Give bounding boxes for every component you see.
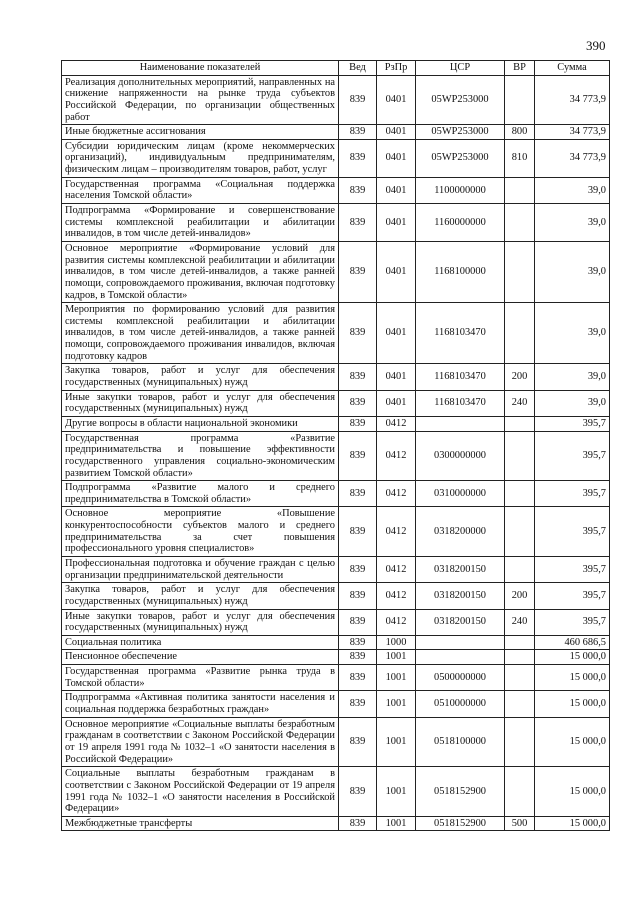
cell-vr: 800 xyxy=(505,125,535,140)
cell-vr: 240 xyxy=(505,609,535,635)
cell-ved: 839 xyxy=(339,609,377,635)
cell-sum: 15 000,0 xyxy=(535,816,610,831)
table-row xyxy=(62,125,610,140)
table-row xyxy=(62,635,610,650)
cell-sum: 15 000,0 xyxy=(535,691,610,717)
cell-rzpr: 0401 xyxy=(377,303,416,364)
table-row xyxy=(62,556,610,582)
cell-ved: 839 xyxy=(339,583,377,609)
table-row xyxy=(62,583,610,609)
cell-vr: 240 xyxy=(505,390,535,416)
cell-csr: 1100000000 xyxy=(416,177,505,203)
cell-vr: 200 xyxy=(505,583,535,609)
cell-vr: 810 xyxy=(505,139,535,177)
cell-rzpr: 1000 xyxy=(377,635,416,650)
cell-rzpr: 0401 xyxy=(377,390,416,416)
cell-sum: 395,7 xyxy=(535,556,610,582)
cell-sum: 39,0 xyxy=(535,390,610,416)
cell-rzpr: 1001 xyxy=(377,650,416,665)
cell-vr xyxy=(505,691,535,717)
cell-vr xyxy=(505,75,535,125)
cell-ved: 839 xyxy=(339,364,377,390)
cell-name: Иные закупки товаров, работ и услуг для обеспечения государственных (муниципальных) нужд xyxy=(62,390,339,416)
cell-name: Государственная программа «Социальная поддержка населения Томской области» xyxy=(62,177,339,203)
cell-csr: 0518152900 xyxy=(416,816,505,831)
cell-rzpr: 0401 xyxy=(377,241,416,302)
cell-vr xyxy=(505,717,535,767)
cell-vr xyxy=(505,767,535,817)
cell-rzpr: 0401 xyxy=(377,139,416,177)
cell-rzpr: 1001 xyxy=(377,665,416,691)
cell-name: Мероприятия по формированию условий для развития системы комплексной реабилитации и абилитации инвалидов, в том числе детей-инвалидов, а также ранней помощи, сопровождаемого проживания инвалидов, включая подготовку кадров xyxy=(62,303,339,364)
table-row xyxy=(62,507,610,557)
cell-vr: 200 xyxy=(505,364,535,390)
cell-sum: 395,7 xyxy=(535,416,610,431)
cell-name: Закупка товаров, работ и услуг для обеспечения государственных (муниципальных) нужд xyxy=(62,583,339,609)
cell-name: Профессиональная подготовка и обучение граждан с целью организации предпринимательской деятельности xyxy=(62,556,339,582)
cell-rzpr: 1001 xyxy=(377,717,416,767)
table-row xyxy=(62,204,610,242)
cell-rzpr: 0401 xyxy=(377,177,416,203)
cell-ved: 839 xyxy=(339,75,377,125)
cell-rzpr: 0401 xyxy=(377,75,416,125)
cell-ved: 839 xyxy=(339,416,377,431)
header-sum: Сумма xyxy=(535,61,610,76)
header-rzpr: РзПр xyxy=(377,61,416,76)
cell-sum: 39,0 xyxy=(535,177,610,203)
cell-rzpr: 0401 xyxy=(377,364,416,390)
cell-csr: 1168100000 xyxy=(416,241,505,302)
cell-rzpr: 0412 xyxy=(377,481,416,507)
cell-csr: 0318200150 xyxy=(416,609,505,635)
table-row xyxy=(62,177,610,203)
cell-csr: 0310000000 xyxy=(416,481,505,507)
cell-sum: 395,7 xyxy=(535,507,610,557)
cell-name: Подпрограмма «Активная политика занятости населения и социальная поддержка безработных граждан» xyxy=(62,691,339,717)
cell-sum: 39,0 xyxy=(535,241,610,302)
cell-rzpr: 0401 xyxy=(377,125,416,140)
cell-csr: 0318200150 xyxy=(416,556,505,582)
cell-sum: 34 773,9 xyxy=(535,139,610,177)
cell-csr: 0500000000 xyxy=(416,665,505,691)
cell-ved: 839 xyxy=(339,507,377,557)
table-row xyxy=(62,139,610,177)
cell-vr xyxy=(505,177,535,203)
cell-sum: 39,0 xyxy=(535,303,610,364)
cell-csr xyxy=(416,416,505,431)
cell-vr: 500 xyxy=(505,816,535,831)
cell-rzpr: 1001 xyxy=(377,691,416,717)
cell-rzpr: 0412 xyxy=(377,609,416,635)
cell-vr xyxy=(505,204,535,242)
budget-table xyxy=(61,60,610,831)
cell-csr xyxy=(416,650,505,665)
cell-name: Государственная программа «Развитие предпринимательства и повышение эффективности государственного управления социально-экономическим развитием Томской области» xyxy=(62,431,339,481)
cell-name: Основное мероприятие «Социальные выплаты безработным гражданам в соответствии с Законом Российской Федерации от 19 апреля 1991 года № 1032–1 «О занятости населения в Российской Федерации» xyxy=(62,717,339,767)
page-number: 390 xyxy=(586,38,606,53)
cell-ved: 839 xyxy=(339,691,377,717)
cell-name: Субсидии юридическим лицам (кроме некоммерческих организаций), индивидуальным предпринимателям, физическим лицам – производителям товаров, работ, услуг xyxy=(62,139,339,177)
table-row xyxy=(62,303,610,364)
cell-vr xyxy=(505,303,535,364)
cell-name: Социальная политика xyxy=(62,635,339,650)
cell-ved: 839 xyxy=(339,556,377,582)
cell-ved: 839 xyxy=(339,767,377,817)
cell-ved: 839 xyxy=(339,125,377,140)
cell-ved: 839 xyxy=(339,635,377,650)
cell-name: Реализация дополнительных мероприятий, направленных на снижение напряженности на рынке труда субъектов Российской Федерации, по организации общественных работ xyxy=(62,75,339,125)
cell-vr xyxy=(505,556,535,582)
cell-vr xyxy=(505,635,535,650)
cell-rzpr: 0401 xyxy=(377,204,416,242)
cell-rzpr: 1001 xyxy=(377,767,416,817)
cell-ved: 839 xyxy=(339,816,377,831)
table-body xyxy=(62,75,610,831)
cell-sum: 15 000,0 xyxy=(535,650,610,665)
cell-vr xyxy=(505,241,535,302)
cell-csr: 0510000000 xyxy=(416,691,505,717)
table-row xyxy=(62,691,610,717)
table-row xyxy=(62,390,610,416)
table-row xyxy=(62,241,610,302)
cell-sum: 34 773,9 xyxy=(535,125,610,140)
table-row xyxy=(62,481,610,507)
cell-sum: 39,0 xyxy=(535,364,610,390)
cell-name: Основное мероприятие «Формирование условий для развития системы комплексной реабилитации и абилитации инвалидов, в том числе детей-инвалидов, а также ранней помощи, сопровождаемого проживания, включая подготовку кадров, в Томской области» xyxy=(62,241,339,302)
cell-csr: 1168103470 xyxy=(416,390,505,416)
cell-sum: 395,7 xyxy=(535,481,610,507)
cell-vr xyxy=(505,665,535,691)
header-csr: ЦСР xyxy=(416,61,505,76)
cell-vr xyxy=(505,507,535,557)
cell-sum: 15 000,0 xyxy=(535,665,610,691)
cell-csr: 1168103470 xyxy=(416,303,505,364)
table-row xyxy=(62,609,610,635)
cell-ved: 839 xyxy=(339,481,377,507)
cell-ved: 839 xyxy=(339,303,377,364)
cell-ved: 839 xyxy=(339,177,377,203)
cell-ved: 839 xyxy=(339,139,377,177)
cell-name: Иные бюджетные ассигнования xyxy=(62,125,339,140)
cell-name: Закупка товаров, работ и услуг для обеспечения государственных (муниципальных) нужд xyxy=(62,364,339,390)
table-row xyxy=(62,816,610,831)
cell-sum: 395,7 xyxy=(535,609,610,635)
cell-ved: 839 xyxy=(339,204,377,242)
table-row xyxy=(62,665,610,691)
cell-csr: 0318200150 xyxy=(416,583,505,609)
cell-csr: 0318200000 xyxy=(416,507,505,557)
header-vr: ВР xyxy=(505,61,535,76)
cell-csr: 05WP253000 xyxy=(416,125,505,140)
cell-ved: 839 xyxy=(339,665,377,691)
cell-rzpr: 0412 xyxy=(377,583,416,609)
cell-name: Социальные выплаты безработным гражданам в соответствии с Законом Российской Федерации от 19 апреля 1991 года № 1032–1 «О занятости населения в Российской Федерации» xyxy=(62,767,339,817)
cell-name: Другие вопросы в области национальной экономики xyxy=(62,416,339,431)
cell-ved: 839 xyxy=(339,241,377,302)
cell-csr: 0300000000 xyxy=(416,431,505,481)
table-row xyxy=(62,767,610,817)
cell-sum: 395,7 xyxy=(535,431,610,481)
cell-rzpr: 0412 xyxy=(377,431,416,481)
cell-name: Пенсионное обеспечение xyxy=(62,650,339,665)
cell-ved: 839 xyxy=(339,390,377,416)
cell-sum: 15 000,0 xyxy=(535,717,610,767)
cell-csr: 1160000000 xyxy=(416,204,505,242)
header-ved: Вед xyxy=(339,61,377,76)
cell-csr: 1168103470 xyxy=(416,364,505,390)
cell-name: Основное мероприятие «Повышение конкурентоспособности субъектов малого и среднего предпринимательства за счет повышения профессионального уровня специалистов» xyxy=(62,507,339,557)
cell-name: Подпрограмма «Развитие малого и среднего предпринимательства в Томской области» xyxy=(62,481,339,507)
header-name: Наименование показателей xyxy=(62,61,339,76)
cell-vr xyxy=(505,416,535,431)
cell-sum: 39,0 xyxy=(535,204,610,242)
cell-name: Межбюджетные трансферты xyxy=(62,816,339,831)
cell-vr xyxy=(505,650,535,665)
cell-sum: 460 686,5 xyxy=(535,635,610,650)
cell-name: Государственная программа «Развитие рынка труда в Томской области» xyxy=(62,665,339,691)
cell-rzpr: 0412 xyxy=(377,416,416,431)
cell-name: Подпрограмма «Формирование и совершенствование системы комплексной реабилитации и абилитации инвалидов, в том числе детей-инвалидов» xyxy=(62,204,339,242)
table-row xyxy=(62,416,610,431)
cell-csr: 0518100000 xyxy=(416,717,505,767)
cell-name: Иные закупки товаров, работ и услуг для обеспечения государственных (муниципальных) нужд xyxy=(62,609,339,635)
cell-rzpr: 0412 xyxy=(377,556,416,582)
table-row xyxy=(62,75,610,125)
cell-ved: 839 xyxy=(339,431,377,481)
table-row xyxy=(62,431,610,481)
table-row xyxy=(62,650,610,665)
table-row xyxy=(62,364,610,390)
cell-sum: 34 773,9 xyxy=(535,75,610,125)
cell-ved: 839 xyxy=(339,717,377,767)
cell-csr xyxy=(416,635,505,650)
cell-vr xyxy=(505,481,535,507)
cell-ved: 839 xyxy=(339,650,377,665)
cell-csr: 0518152900 xyxy=(416,767,505,817)
cell-rzpr: 1001 xyxy=(377,816,416,831)
table-row xyxy=(62,717,610,767)
cell-sum: 15 000,0 xyxy=(535,767,610,817)
table-header-row xyxy=(62,61,610,76)
cell-csr: 05WP253000 xyxy=(416,139,505,177)
cell-csr: 05WP253000 xyxy=(416,75,505,125)
cell-vr xyxy=(505,431,535,481)
cell-rzpr: 0412 xyxy=(377,507,416,557)
cell-sum: 395,7 xyxy=(535,583,610,609)
